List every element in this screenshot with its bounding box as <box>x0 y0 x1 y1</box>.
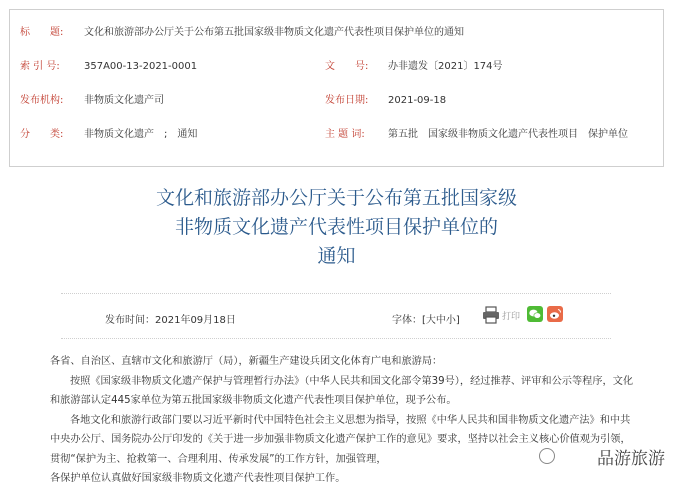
topic-label: 主 题 词: <box>325 129 365 140</box>
body-paragraph-4: 各保护单位认真做好国家级非物质文化遗产代表性项目保护工作。 <box>50 473 346 484</box>
body-paragraph-3: 各地文化和旅游行政部门要以习近平新时代中国特色社会主义思想为指导，按照《中华人民共和国非物质文化遗产法》和中共中央办公厅、国务院办公厅印发的《关于进一步加强非物质文化遗产保护工作的意见》要求，坚持以社会主义核心价值观为引领，贯彻“保护为主、抢救第一、合理利用、传承发展”的工作方针，加强管理， <box>50 414 631 465</box>
title-label: 标 题: <box>20 27 64 38</box>
document-metadata-box <box>9 9 664 167</box>
issuer-value: 非物质文化遗产司 <box>84 95 164 106</box>
font-size-switcher[interactable]: 字体：[大中小] <box>392 315 460 326</box>
body-paragraph-2: 按照《国家级非物质文化遗产保护与管理暂行办法》（中华人民共和国文化部令第39号），经过推荐、评审和公示等程序，文化和旅游部认定445家单位为第五批国家级非物质文化遗产代表性项目保护单位，现予公布。 <box>50 375 634 406</box>
title-value: 文化和旅游部办公厅关于公布第五批国家级非物质文化遗产代表性项目保护单位的通知 <box>84 27 464 38</box>
print-icon[interactable] <box>482 306 500 324</box>
publish-date: 发布时间：2021年09月18日 <box>105 315 236 326</box>
print-label[interactable]: 打印 <box>502 312 521 322</box>
category-value: 非物质文化遗产 ; 通知 <box>84 129 198 140</box>
page-title-line1: 文化和旅游部办公厅关于公布第五批国家级 <box>155 187 517 209</box>
issuer-label: 发布机构: <box>20 95 64 106</box>
date-value: 2021-09-18 <box>388 95 447 106</box>
watermark-text: 品游旅游 <box>597 449 665 469</box>
index-label: 索 引 号: <box>20 61 60 72</box>
docno-label: 文 号: <box>325 61 369 72</box>
body-paragraph-1: 各省、自治区、直辖市文化和旅游厅（局），新疆生产建设兵团文化体育广电和旅游局： <box>50 356 443 367</box>
date-label: 发布日期: <box>325 95 369 106</box>
watermark-logo-icon <box>539 448 555 464</box>
article-body <box>50 352 640 489</box>
page-title-line3: 通知 <box>317 245 356 267</box>
category-label: 分 类: <box>20 129 64 140</box>
index-value: 357A00-13-2021-0001 <box>84 61 198 72</box>
wechat-share-icon[interactable] <box>527 306 543 322</box>
docno-value: 办非遗发〔2021〕174号 <box>388 61 503 72</box>
page-title <box>0 184 673 271</box>
topic-value: 第五批 国家级非物质文化遗产代表性项目 保护单位 <box>388 129 628 140</box>
publish-bar <box>61 293 611 339</box>
weibo-share-icon[interactable] <box>547 306 563 322</box>
page-title-line2: 非物质文化遗产代表性项目保护单位的 <box>174 216 498 238</box>
